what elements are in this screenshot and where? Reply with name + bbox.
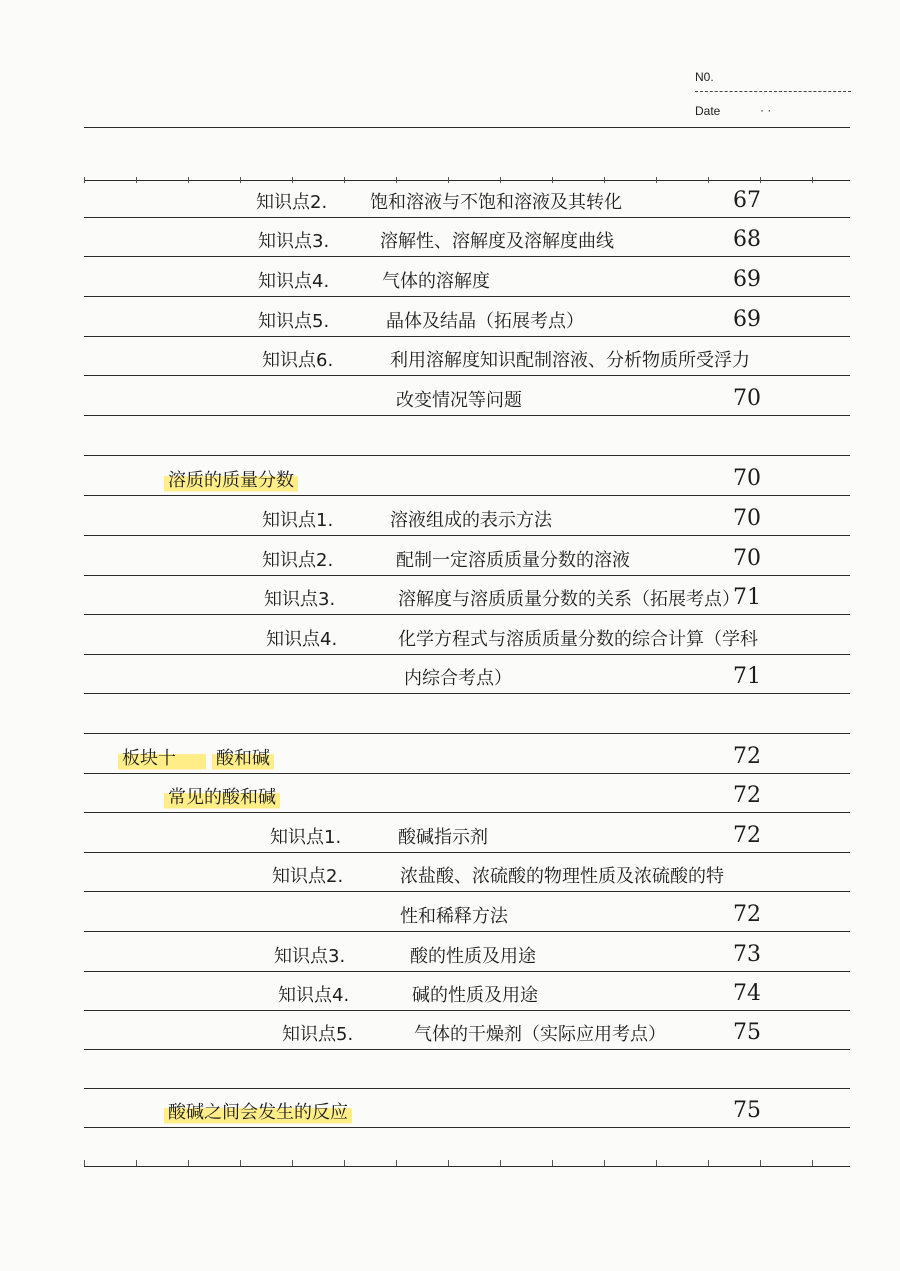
ruled-line — [84, 415, 850, 416]
page-number: 75 — [733, 1020, 761, 1045]
entry-title: 碱的性质及用途 — [412, 985, 538, 1006]
page-number: 70 — [733, 466, 761, 491]
toc-row — [0, 814, 900, 852]
page-number: 72 — [733, 902, 761, 927]
ruled-line — [84, 1127, 850, 1128]
page-number: 72 — [733, 744, 761, 769]
knowledge-point-label: 知识点1. — [270, 827, 342, 848]
knowledge-point-label: 知识点3. — [258, 231, 330, 252]
entry-title: 饱和溶液与不饱和溶液及其转化 — [370, 192, 622, 213]
section-title: 酸碱之间会发生的反应 — [164, 1102, 352, 1124]
toc-row — [0, 616, 900, 654]
page-number: 69 — [733, 267, 761, 292]
page-number: 72 — [733, 823, 761, 848]
ruled-line — [84, 1166, 850, 1167]
page-number: 71 — [733, 664, 761, 689]
ruled-line — [84, 495, 850, 496]
knowledge-point-label: 知识点3. — [274, 946, 346, 967]
ruled-line — [84, 455, 850, 456]
toc-row — [0, 457, 900, 495]
page-number: 74 — [733, 981, 761, 1006]
toc-row — [0, 179, 900, 217]
toc-row — [0, 972, 900, 1010]
entry-title: 内综合考点） — [404, 668, 512, 689]
page-number: 75 — [733, 1098, 761, 1123]
entry-title: 浓盐酸、浓硫酸的物理性质及浓硫酸的特 — [400, 866, 724, 887]
entry-title: 性和稀释方法 — [400, 906, 508, 927]
ruled-line — [84, 256, 850, 257]
toc-row — [0, 298, 900, 336]
toc-row — [0, 1011, 900, 1049]
toc-row — [0, 655, 900, 693]
knowledge-point-label: 知识点5. — [282, 1024, 354, 1045]
no-label: N0. — [695, 70, 714, 84]
ruled-line — [84, 891, 850, 892]
knowledge-point-label: 知识点1. — [262, 510, 334, 531]
toc-row — [0, 377, 900, 415]
knowledge-point-label: 知识点2. — [256, 192, 328, 213]
entry-title: 气体的溶解度 — [382, 271, 490, 292]
toc-row — [0, 774, 900, 812]
entry-title: 气体的干燥剂（实际应用考点） — [414, 1024, 666, 1045]
section-title: 常见的酸和碱 — [164, 787, 280, 809]
entry-title: 酸的性质及用途 — [410, 946, 536, 967]
entry-title: 晶体及结晶（拓展考点） — [386, 311, 584, 332]
page-number: 70 — [733, 386, 761, 411]
page-number: 67 — [733, 188, 761, 213]
knowledge-point-label: 知识点5. — [258, 311, 330, 332]
toc-row — [0, 893, 900, 931]
entry-title: 配制一定溶质质量分数的溶液 — [396, 550, 630, 571]
knowledge-point-label: 知识点4. — [266, 629, 338, 650]
ruled-line — [84, 693, 850, 694]
ruled-ticks — [84, 1160, 850, 1166]
ruled-line — [84, 127, 850, 128]
toc-row — [0, 735, 900, 773]
ruled-line — [84, 296, 850, 297]
knowledge-point-label: 知识点2. — [262, 550, 334, 571]
page-number: 71 — [733, 585, 761, 610]
knowledge-point-label: 知识点6. — [262, 350, 334, 371]
no-underline — [695, 91, 851, 92]
section-title: 溶质的质量分数 — [164, 470, 298, 492]
knowledge-point-label: 知识点4. — [258, 271, 330, 292]
entry-title: 化学方程式与溶质质量分数的综合计算（学科 — [398, 629, 758, 650]
ruled-line — [84, 733, 850, 734]
entry-title: 改变情况等问题 — [396, 390, 522, 411]
ruled-line — [84, 535, 850, 536]
block-title: 酸和碱 — [212, 748, 274, 770]
entry-title: 溶液组成的表示方法 — [390, 510, 552, 531]
toc-row — [0, 497, 900, 535]
ruled-line — [84, 375, 850, 376]
toc-row — [0, 695, 900, 733]
toc-row — [0, 218, 900, 256]
toc-row — [0, 537, 900, 575]
page-number: 73 — [733, 942, 761, 967]
page-number: 70 — [733, 506, 761, 531]
entry-title: 溶解性、溶解度及溶解度曲线 — [380, 231, 614, 252]
page-number: 68 — [733, 227, 761, 252]
toc-row — [0, 1089, 900, 1127]
block-label: 板块十 — [118, 748, 206, 770]
page-number: 70 — [733, 546, 761, 571]
date-label: Date — [695, 104, 721, 118]
toc-row — [0, 933, 900, 971]
toc-row — [0, 337, 900, 375]
ruled-line — [84, 614, 850, 615]
ruled-line — [84, 812, 850, 813]
toc-row — [0, 258, 900, 296]
knowledge-point-label: 知识点2. — [272, 866, 344, 887]
toc-row — [0, 417, 900, 455]
knowledge-point-label: 知识点4. — [278, 985, 350, 1006]
toc-row — [0, 1050, 900, 1088]
ruled-line — [84, 931, 850, 932]
entry-title: 利用溶解度知识配制溶液、分析物质所受浮力 — [390, 350, 750, 371]
page-number: 72 — [733, 783, 761, 808]
entry-title: 酸碱指示剂 — [398, 827, 488, 848]
toc-row — [0, 576, 900, 614]
knowledge-point-label: 知识点3. — [264, 589, 336, 610]
date-dots: · · — [760, 103, 772, 117]
toc-row — [0, 853, 900, 891]
entry-title: 溶解度与溶质质量分数的关系（拓展考点） — [398, 589, 740, 610]
page-number: 69 — [733, 307, 761, 332]
